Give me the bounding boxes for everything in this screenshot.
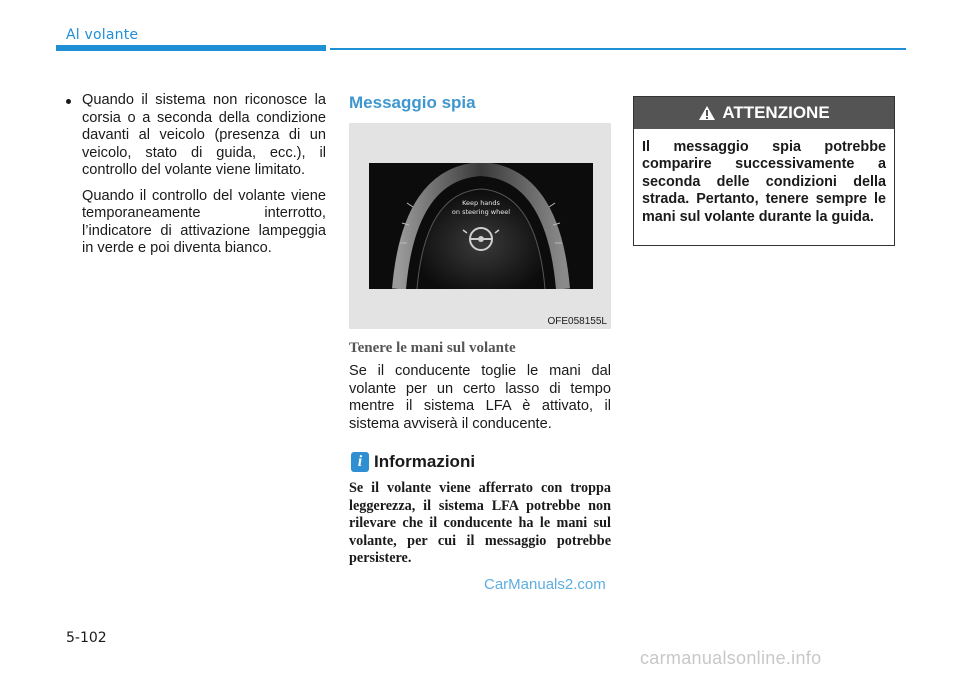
cluster-figure (349, 123, 611, 329)
bullet-text: Quando il sistema non riconosce la corsia o a seconda della condizione davanti al veicolo (presenza di un veicolo, stato di guida, ecc.), il controllo del volante viene limitato. (82, 92, 326, 178)
info-header (351, 452, 475, 472)
cluster-message-line1: Keep hands (462, 199, 500, 207)
info-text: Se il volante viene afferrato con troppa leggerezza, il sistema LFA potrebbe non rilevare che il conducente ha le mani sul volante, per cui il messaggio potrebbe persistere. (349, 480, 611, 566)
bullet-icon (66, 99, 71, 104)
page-number: 5-102 (66, 630, 107, 646)
indented-paragraph (64, 188, 326, 258)
cluster-display (369, 163, 593, 289)
watermark-link[interactable]: CarManuals2.com (484, 576, 606, 593)
warning-box (633, 96, 895, 246)
figure-code: OFE058155L (547, 316, 607, 327)
cluster-message-line2: on steering wheel (451, 208, 511, 216)
warning-header (634, 97, 894, 129)
section-title: Messaggio spia (349, 93, 476, 112)
section-label: Al volante (66, 27, 139, 43)
footer-watermark: carmanualsonline.info (640, 648, 822, 668)
cluster-graphic (369, 163, 593, 289)
warning-text: Il messaggio spia potrebbe comparire successivamente a seconda delle condizioni della strada. Pertanto, tenere sempre le mani sul volante durante la guida. (642, 139, 886, 225)
subsection-title: Tenere le mani sul volante (349, 340, 516, 356)
warning-triangle-icon (698, 105, 716, 121)
column-left (64, 92, 326, 266)
header-bar-thick (56, 45, 326, 51)
warning-title: ATTENZIONE (722, 103, 830, 122)
paragraph-text: Quando il controllo del volante viene temporaneamente interrotto, l’indicatore di attivazione lampeggia in verde e poi diventa bianco. (82, 187, 326, 256)
header-bar-thin (330, 48, 906, 50)
bullet-item (64, 92, 326, 180)
body-text: Se il conducente toglie le mani dal volante per un certo lasso di tempo mentre il sistema LFA è attivato, il sistema avviserà il conducente. (349, 363, 611, 432)
info-icon: i (351, 452, 369, 472)
info-title: Informazioni (374, 452, 476, 471)
